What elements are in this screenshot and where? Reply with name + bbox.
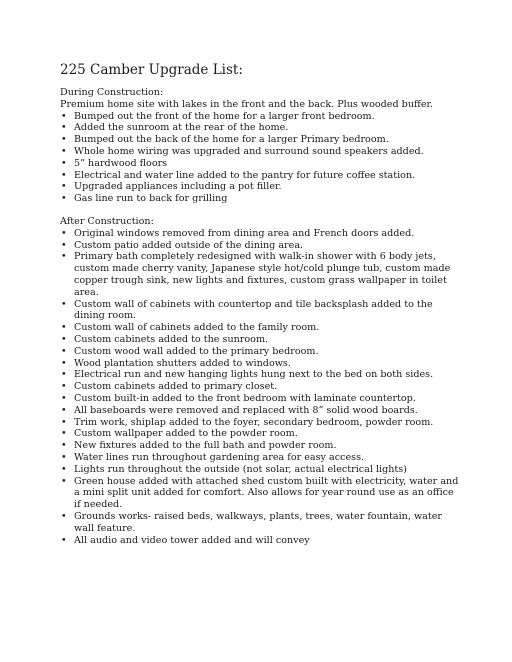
list-item-text: Upgraded appliances including a pot filler.: [74, 181, 282, 193]
list-item: [60, 346, 460, 358]
bullet-icon: •: [61, 322, 67, 334]
bullet-icon: •: [61, 463, 67, 475]
list-item: [60, 358, 460, 370]
list-item-text: Custom wall of cabinets with countertop and tile backsplash added to the dining room.: [74, 298, 433, 322]
bullet-icon: •: [61, 381, 67, 393]
bullet-icon: •: [61, 451, 67, 463]
bullet-icon: •: [61, 169, 67, 181]
after-construction-section: [60, 216, 460, 546]
list-item-text: Original windows removed from dining area and French doors added.: [74, 227, 415, 239]
during-construction-list: [60, 111, 460, 205]
bullet-icon: •: [61, 251, 67, 263]
list-item-text: Custom wood wall added to the primary bedroom.: [74, 345, 319, 357]
list-item: [60, 134, 460, 146]
bullet-icon: •: [61, 534, 67, 546]
list-item-text: Custom cabinets added to primary closet.: [74, 381, 278, 393]
list-item-text: Trim work, shiplap added to the foyer, secondary bedroom, powder room.: [74, 416, 434, 428]
bullet-icon: •: [61, 122, 67, 134]
list-item-text: Gas line run to back for grilling: [74, 193, 228, 205]
bullet-icon: •: [61, 440, 67, 452]
list-item-text: Whole home wiring was upgraded and surround sound speakers added.: [74, 145, 424, 157]
bullet-icon: •: [61, 227, 67, 239]
list-item-text: Lights run throughout the outside (not solar, actual electrical lights): [74, 463, 407, 475]
list-item: [60, 393, 460, 405]
bullet-icon: •: [61, 110, 67, 122]
list-item-text: New fixtures added to the full bath and powder room.: [74, 440, 337, 452]
bullet-icon: •: [61, 193, 67, 205]
bullet-icon: •: [61, 428, 67, 440]
list-item-text: All audio and video tower added and will convey: [74, 534, 310, 546]
list-item-text: Custom built-in added to the front bedroom with laminate countertop.: [74, 392, 416, 404]
list-item: [60, 299, 460, 323]
list-item: [60, 146, 460, 158]
list-item-text: Bumped out the front of the home for a larger front bedroom.: [74, 110, 375, 122]
during-construction-section: [60, 87, 460, 205]
during-construction-intro: Premium home site with lakes in the front and the back. Plus wooded buffer.: [60, 98, 434, 110]
list-item-text: Custom patio added outside of the dining area.: [74, 239, 304, 251]
list-item-text: Wood plantation shutters added to windows.: [74, 357, 291, 369]
bullet-icon: •: [61, 357, 67, 369]
list-item-text: Added the sunroom at the rear of the home.: [74, 122, 289, 134]
bullet-icon: •: [61, 345, 67, 357]
list-item-text: Bumped out the back of the home for a larger Primary bedroom.: [74, 134, 389, 146]
list-item: [60, 334, 460, 346]
list-item: [60, 417, 460, 429]
after-construction-list: [60, 228, 460, 547]
list-item-text: Electrical run and new hanging lights hung next to the bed on both sides.: [74, 369, 434, 381]
list-item: [60, 428, 460, 440]
list-item: [60, 381, 460, 393]
list-item: [60, 181, 460, 193]
list-item: [60, 251, 460, 298]
bullet-icon: •: [61, 181, 67, 193]
list-item: [60, 464, 460, 476]
list-item-text: 5” hardwood floors: [74, 157, 168, 169]
list-item-text: Primary bath completely redesigned with walk-in shower with 6 body jets, custom made cherry vanity, Japanese style hot/cold plunge tub, custom made copper trough sink, new lights and fixtures, custom grass wallpaper in toilet area.: [74, 251, 451, 298]
list-item-text: All baseboards were removed and replaced with 8” solid wood boards.: [74, 404, 418, 416]
bullet-icon: •: [61, 392, 67, 404]
list-item: [60, 452, 460, 464]
bullet-icon: •: [61, 298, 67, 310]
bullet-icon: •: [61, 157, 67, 169]
bullet-icon: •: [61, 145, 67, 157]
list-item-text: Custom wall of cabinets added to the family room.: [74, 322, 320, 334]
list-item: [60, 122, 460, 134]
list-item: [60, 476, 460, 511]
bullet-icon: •: [61, 510, 67, 522]
list-item: [60, 228, 460, 240]
bullet-icon: •: [61, 369, 67, 381]
bullet-icon: •: [61, 475, 67, 487]
list-item: [60, 111, 460, 123]
list-item: [60, 440, 460, 452]
list-item: [60, 511, 460, 535]
list-item: [60, 322, 460, 334]
list-item: [60, 405, 460, 417]
during-construction-heading: During Construction:: [60, 87, 164, 98]
list-item: [60, 535, 460, 547]
list-item: [60, 369, 460, 381]
document-title: 225 Camber Upgrade List:: [60, 62, 243, 78]
list-item-text: Custom wallpaper added to the powder room.: [74, 428, 298, 440]
bullet-icon: •: [61, 404, 67, 416]
bullet-icon: •: [61, 134, 67, 146]
after-construction-heading: After Construction:: [60, 216, 154, 227]
bullet-icon: •: [61, 416, 67, 428]
bullet-icon: •: [61, 333, 67, 345]
list-item-text: Custom cabinets added to the sunroom.: [74, 333, 269, 345]
list-item-text: Electrical and water line added to the pantry for future coffee station.: [74, 169, 416, 181]
list-item: [60, 240, 460, 252]
list-item-text: Green house added with attached shed custom built with electricity, water and a mini split unit added for comfort. Also allows for year round use as an office if needed.: [74, 475, 459, 511]
list-item-text: Grounds works- raised beds, walkways, plants, trees, water fountain, water wall feature.: [74, 510, 442, 534]
list-item: [60, 158, 460, 170]
list-item-text: Water lines run throughout gardening area for easy access.: [74, 451, 365, 463]
list-item: [60, 193, 460, 205]
list-item: [60, 170, 460, 182]
bullet-icon: •: [61, 239, 67, 251]
